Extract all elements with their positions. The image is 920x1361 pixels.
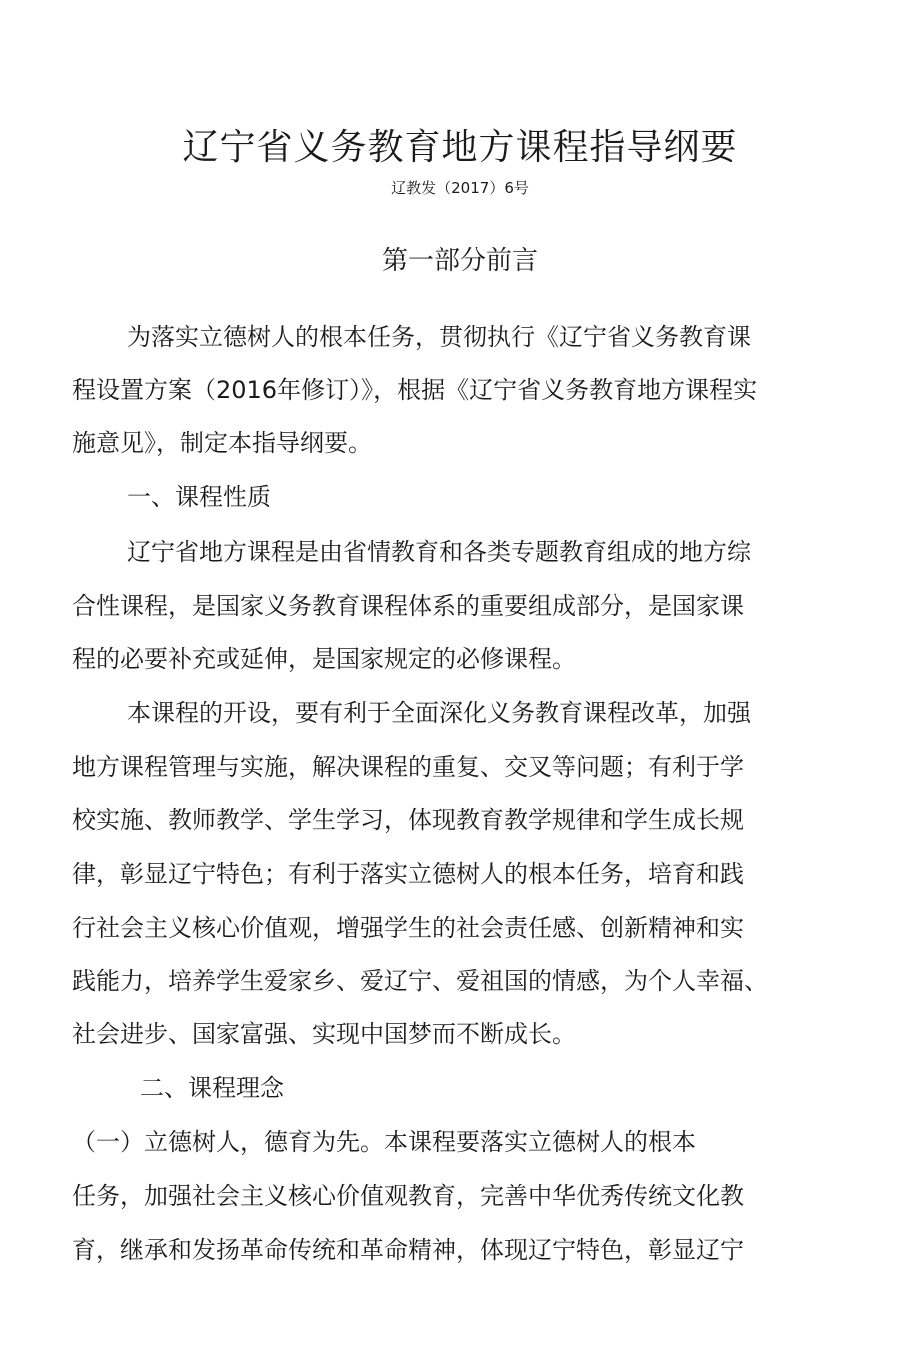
- part-heading: 第一部分前言: [381, 246, 538, 276]
- paragraph-line: 育，继承和发扬革命传统和革命精神，体现辽宁特色，彰显辽宁: [72, 1236, 744, 1264]
- paragraph-line: 辽宁省地方课程是由省情教育和各类专题教育组成的地方综: [127, 538, 751, 566]
- section-heading-nature: 一、课程性质: [127, 483, 271, 511]
- paragraph-line: 任务，加强社会主义核心价值观教育，完善中华优秀传统文化教: [72, 1182, 744, 1210]
- paragraph-line: 本课程的开设，要有利于全面深化义务教育课程改革，加强: [127, 699, 751, 727]
- paragraph-line: 践能力，培养学生爱家乡、爱辽宁、爱祖国的情感，为个人幸福、: [72, 967, 768, 995]
- paragraph-line: 程的必要补充或延伸，是国家规定的必修课程。: [72, 645, 576, 673]
- paragraph-line: 为落实立德树人的根本任务，贯彻执行《辽宁省义务教育课: [127, 323, 751, 351]
- paragraph-line: （一）立德树人，德育为先。本课程要落实立德树人的根本: [72, 1128, 696, 1156]
- paragraph-line: 合性课程，是国家义务教育课程体系的重要组成部分，是国家课: [72, 592, 744, 620]
- document-title: 辽宁省义务教育地方课程指导纲要: [182, 127, 738, 168]
- paragraph-line: 程设置方案（2016年修订）》，根据《辽宁省义务教育地方课程实: [72, 376, 758, 404]
- paragraph-line: 社会进步、国家富强、实现中国梦而不断成长。: [72, 1020, 576, 1048]
- paragraph-line: 地方课程管理与实施，解决课程的重复、交叉等问题；有利于学: [72, 753, 744, 781]
- document-number: 辽教发（2017）6号: [391, 179, 529, 197]
- paragraph-line: 行社会主义核心价值观，增强学生的社会责任感、创新精神和实: [72, 914, 744, 942]
- section-heading-philosophy: 二、课程理念: [140, 1074, 284, 1102]
- paragraph-line: 校实施、教师教学、学生学习，体现教育教学规律和学生成长规: [72, 806, 744, 834]
- paragraph-line: 施意见》，制定本指导纲要。: [72, 429, 372, 457]
- paragraph-line: 律，彰显辽宁特色；有利于落实立德树人的根本任务，培育和践: [72, 860, 744, 888]
